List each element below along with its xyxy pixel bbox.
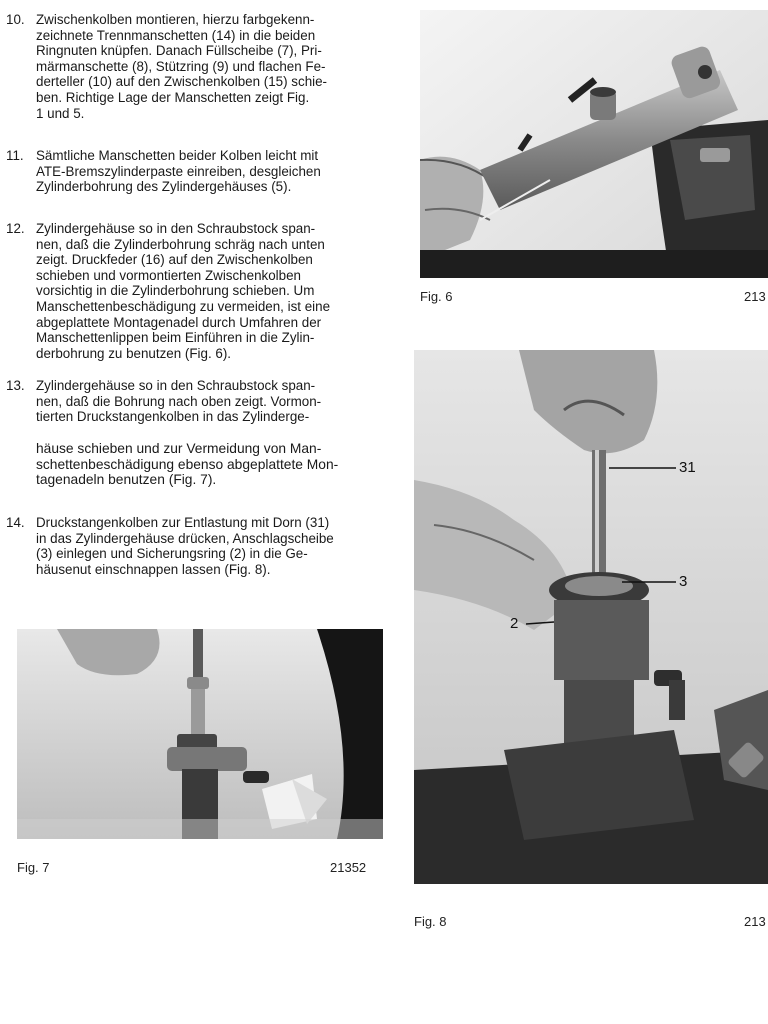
step-12: [6, 221, 402, 361]
step-number: 13.: [6, 378, 25, 393]
text-line: märmanschette (8), Stützring (9) und flachen Fe-: [36, 58, 326, 74]
text-line: tagenadeln benutzen (Fig. 7).: [36, 472, 217, 488]
fig7-photo: [17, 629, 383, 839]
step-10: [6, 12, 402, 121]
text-line: derbohrung zu benutzen (Fig. 6).: [36, 345, 232, 361]
step-text: [36, 515, 402, 577]
text-line: (3) einlegen und Sicherungsring (2) in die Ge-: [36, 546, 308, 562]
text-line: Manschettenlippen beim Einführen in die Zylin-: [36, 330, 315, 346]
text-line: tierten Druckstangenkolben in das Zylinderge-: [36, 409, 310, 425]
text-line: nen, daß die Zylinderbohrung schräg nach unten: [36, 236, 325, 252]
text-line: Zylindergehäuse so in den Schraubstock span-: [36, 378, 316, 393]
step-text: [36, 12, 402, 121]
step-number: 11.: [6, 148, 24, 163]
fig8-photo: [414, 350, 768, 884]
step-number: 10.: [6, 12, 25, 27]
fig8-code: 213: [744, 914, 766, 929]
text-line: häusenut einschnappen lassen (Fig. 8).: [36, 561, 271, 577]
callout-2: 2: [510, 615, 519, 632]
text-line: Zylinderbohrung des Zylindergehäuses (5).: [36, 179, 292, 195]
text-line: derteller (10) auf den Zwischenkolben (15) schie-: [36, 74, 328, 90]
text-line: zeigt. Druckfeder (16) auf den Zwischenkolben: [36, 252, 313, 268]
fig7-code: 21352: [330, 860, 367, 875]
text-line: Druckstangenkolben zur Entlastung mit Dorn (31): [36, 515, 330, 530]
text-line: schettenbeschädigung ebenso abgeplattete Mon-: [36, 456, 339, 472]
text-line: Ringnuten knüpfen. Danach Füllscheibe (7), Pri-: [36, 43, 322, 59]
step-11: [6, 148, 402, 195]
text-line: Zylindergehäuse so in den Schraubstock span-: [36, 221, 316, 236]
text-line: häuse schieben und zur Vermeidung von Man-: [36, 441, 322, 456]
text-line: Zwischenkolben montieren, hierzu farbgekenn-: [36, 12, 315, 27]
text-line: ben. Richtige Lage der Manschetten zeigt Fig.: [36, 89, 310, 105]
fig7-illustration: [17, 629, 383, 839]
text-line: Manschettenbeschädigung zu vermeiden, ist eine: [36, 298, 331, 314]
step-text: [36, 221, 402, 361]
callout-31: 31: [679, 459, 696, 476]
step-text: [36, 441, 402, 488]
fig6-photo: [420, 10, 768, 278]
callout-3: 3: [679, 573, 688, 590]
text-line: schieben und vormontierten Zwischenkolben: [36, 267, 301, 283]
fig6-code: 213: [744, 289, 766, 304]
text-line: Sämtliche Manschetten beider Kolben leicht mit: [36, 148, 319, 163]
text-line: nen, daß die Bohrung nach oben zeigt. Vormon-: [36, 393, 322, 409]
step-number: 12.: [6, 221, 25, 236]
fig6-caption: Fig. 6: [420, 289, 453, 304]
text-line: 1 und 5.: [36, 105, 85, 121]
fig8-caption: Fig. 8: [414, 914, 447, 929]
step-13-continued: [6, 441, 402, 488]
text-line: in das Zylindergehäuse drücken, Anschlagscheibe: [36, 530, 334, 546]
step-text: [36, 378, 402, 425]
text-line: zeichnete Trennmanschetten (14) in die beiden: [36, 27, 316, 43]
fig6-illustration: [420, 10, 768, 278]
step-number: 14.: [6, 515, 25, 530]
text-line: vorsichtig in die Zylinderbohrung schieben. Um: [36, 283, 315, 299]
fig8-illustration: [414, 350, 768, 884]
step-text: [36, 148, 402, 195]
step-13: [6, 378, 402, 425]
fig7-caption: Fig. 7: [17, 860, 50, 875]
step-14: [6, 515, 402, 577]
text-line: abgeplattete Montagenadel durch Umfahren der: [36, 314, 322, 330]
text-line: ATE-Bremszylinderpaste einreiben, desgleichen: [36, 163, 321, 179]
